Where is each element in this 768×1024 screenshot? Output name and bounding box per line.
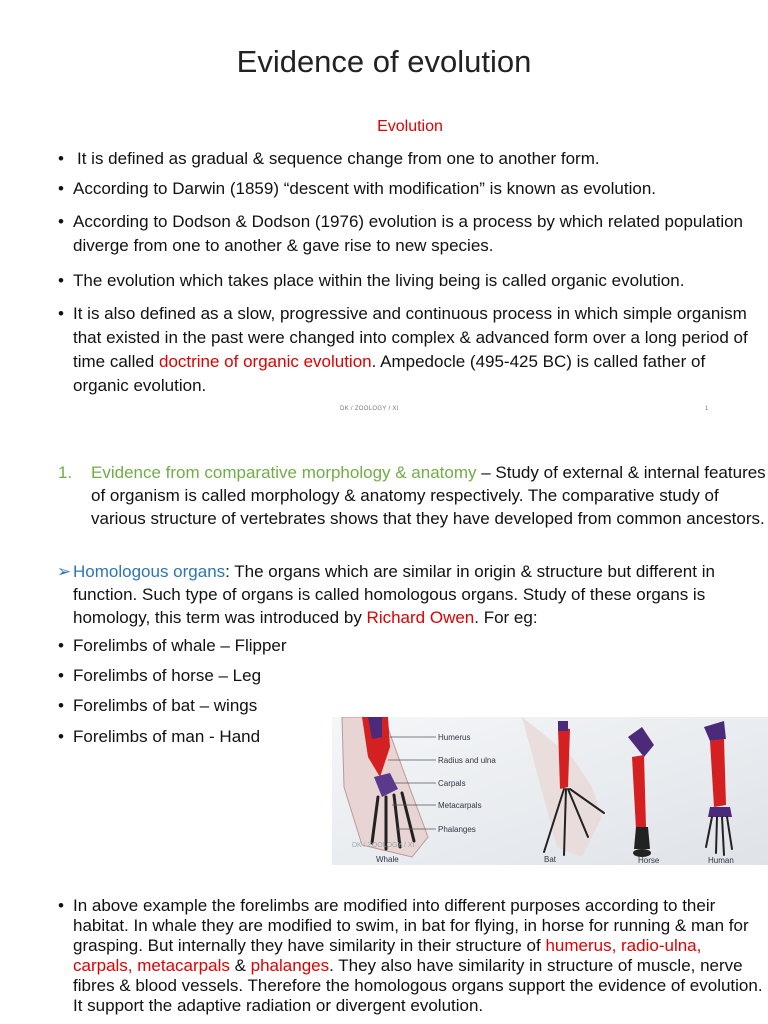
arrow-bullet-icon: ➢ [57,562,72,581]
morphology-heading: Evidence from comparative morphology & anatomy [91,463,477,482]
label-phalanges: Phalanges [438,825,476,834]
page-title: Evidence of evolution [236,44,532,79]
forelimb-diagram [332,717,768,865]
diagram-watermark: DK / ZOOLOGY / XI [352,842,415,849]
caption-human: Human [708,856,734,865]
caption-whale: Whale [376,855,399,864]
example-bat: • Forelimbs of bat – wings [58,696,258,715]
subtitle: Evolution [377,118,443,135]
bullet-organic: • The evolution which takes place within the living being is called organic evolution. [58,271,685,290]
phalanges-highlight: phalanges [250,956,330,975]
page-number: 1 [705,406,709,412]
caption-bat: Bat [544,855,557,864]
numbered-item-morphology: 1. Evidence from comparative morphology & anatomy – Study of external & internal features of organism is called morphology & anatomy respectively. The comparative study of various structure of vertebrates shows that they have developed from common ancestors. [58,463,766,528]
slide-1 [0,0,768,432]
caption-horse: Horse [638,856,660,865]
label-humerus: Humerus [438,733,471,742]
label-carpals: Carpals [438,779,466,788]
homologous-organs-paragraph: ➢ Homologous organs: The organs which are similar in origin & structure but different in function. Such type of organs is called homologous organs. Study of these organs is homology, this term was introduced by Richard Owen. For eg: [57,562,715,627]
bullet-dodson: • According to Dodson & Dodson (1976) evolution is a process by which related population diverge from one to another & gave rise to new species. [58,212,744,255]
bullet-adaptive-radiation: • In above example the forelimbs are modified into different purposes according to their habitat. In whale they are modified to swim, in bat for flying, in horse for running & man for grasping. But internally they have similarity in their structure of humerus, radio-ulna, carpals, metacarpals & phalanges. They also have similarity in structure of muscle, nerve fibres & blood vessels. Therefore the homologous organs support the evidence of evolution. It support the adaptive radiation or divergent evolution. [58,896,763,1015]
richard-owen: Richard Owen [366,608,475,627]
label-radius-ulna: Radius and ulna [438,756,496,765]
example-horse: • Forelimbs of horse – Leg [58,666,262,685]
doctrine-highlight: doctrine of organic evolution [158,352,372,371]
bones-highlight: humerus, radio-ulna, carpals, metacarpals [73,936,702,975]
example-man: • Forelimbs of man - Hand [58,727,261,746]
bullet-darwin: • According to Darwin (1859) “descent with modification” is known as evolution. [58,179,656,198]
bullet-slow-progressive: • It is also defined as a slow, progressive and continuous process in which simple organism that existed in the past were changed into complex & advanced form over a long period of time called doctrine of organic evolution. Ampedocle (495-425 BC) is called father of organic evolution. [58,304,748,395]
slide-footer: DK / ZOOLOGY / XI [340,406,399,412]
forelimb-illustration [332,717,768,865]
label-metacarpals: Metacarpals [438,801,482,810]
example-whale: • Forelimbs of whale – Flipper [58,636,287,655]
bullet-definition: • It is defined as gradual & sequence change from one to another form. [58,149,600,168]
homologous-term: Homologous organs [73,562,226,581]
